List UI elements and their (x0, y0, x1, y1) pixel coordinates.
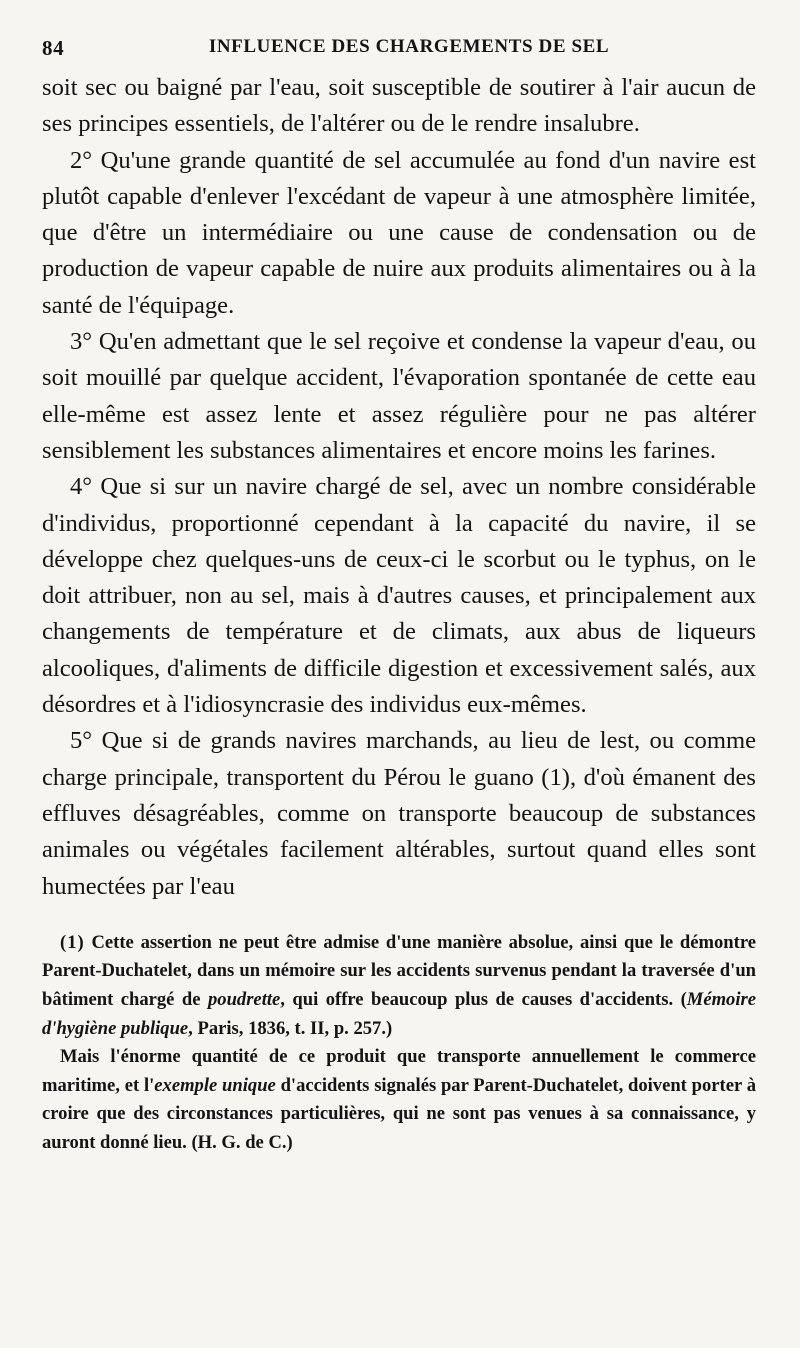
page-number: 84 (42, 36, 65, 60)
editor-signature: (H. G. de C.) (191, 1131, 293, 1153)
footnote-text-part: Mais l'énorme quantité de ce produit que transporte annuellement le commerce maritime, et l' (42, 1046, 756, 1096)
footnote-marker: (1) (60, 931, 85, 953)
main-text (42, 70, 756, 905)
footnote-text-part: Cette assertion ne peut être admise d'une manière absolue, ainsi que le démontre Parent-Duchatelet, dans un mémoire sur les accidents survenus pendant la traversée d'un bâtiment chargé de (42, 931, 756, 1011)
footnote-text-part: , Paris, 1836, t. II, p. 257.) (188, 1017, 393, 1039)
paragraph-item-3: 3° Qu'en admettant que le sel reçoive et condense la vapeur d'eau, ou soit mouillé par quelque accident, l'évaporation spontanée de cette eau elle-même est assez lente et assez régulière pour ne pas altérer sensiblement les substances alimentaires et encore moins les farines. (42, 328, 756, 464)
paragraph-item-2: 2° Qu'une grande quantité de sel accumulée au fond d'un navire est plutôt capable d'enlever l'excédant de vapeur à une atmosphère limitée, que d'être un intermédiaire ou une cause de condensation ou de production de vapeur capable de nuire aux produits alimentaires ou à la santé de l'équipage. (42, 146, 756, 319)
running-header (42, 36, 756, 70)
footnote-citation-title: Mémoire d'hygiène publique (42, 989, 756, 1039)
paragraph-continuation: soit sec ou baigné par l'eau, soit susceptible de soutirer à l'air aucun de ses principes essentiels, de l'altérer ou de le rendre insalubre. (42, 74, 756, 138)
footnote-text-part: d'accidents signalés par Parent-Duchatelet, doivent porter à croire que des circonstances particulières, qui ne sont pas venues à sa connaissance, y auront donné lieu. (42, 1074, 756, 1153)
footnote-italic-term: poudrette (207, 989, 281, 1011)
footnotes (42, 929, 756, 1158)
footnote-text-part: , qui offre beaucoup plus de causes d'accidents. ( (280, 989, 687, 1011)
paragraph-item-5: 5° Que si de grands navires marchands, au lieu de lest, ou comme charge principale, transportent du Pérou le guano (1), d'où émanent des effluves désagréables, comme on transporte beaucoup de substances animales ou végétales facilement altérables, surtout quand elles sont humectées par l'eau (42, 727, 756, 900)
running-title: INFLUENCE DES CHARGEMENTS DE SEL (208, 36, 610, 57)
footnote-italic-phrase: exemple unique (154, 1074, 276, 1096)
footnote-1 (42, 929, 756, 1043)
footnote-editor-note (42, 1043, 756, 1157)
paragraph-item-4: 4° Que si sur un navire chargé de sel, avec un nombre considérable d'individus, proportionné cependant à la capacité du navire, il se développe chez quelques-uns de ceux-ci le scorbut ou le typhus, on le doit attribuer, non au sel, mais à d'autres causes, et principalement aux changements de température et de climats, aux abus de liqueurs alcooliques, d'aliments de difficile digestion et excessivement salés, aux désordres et à l'idiosyncrasie des individus eux-mêmes. (42, 473, 756, 719)
